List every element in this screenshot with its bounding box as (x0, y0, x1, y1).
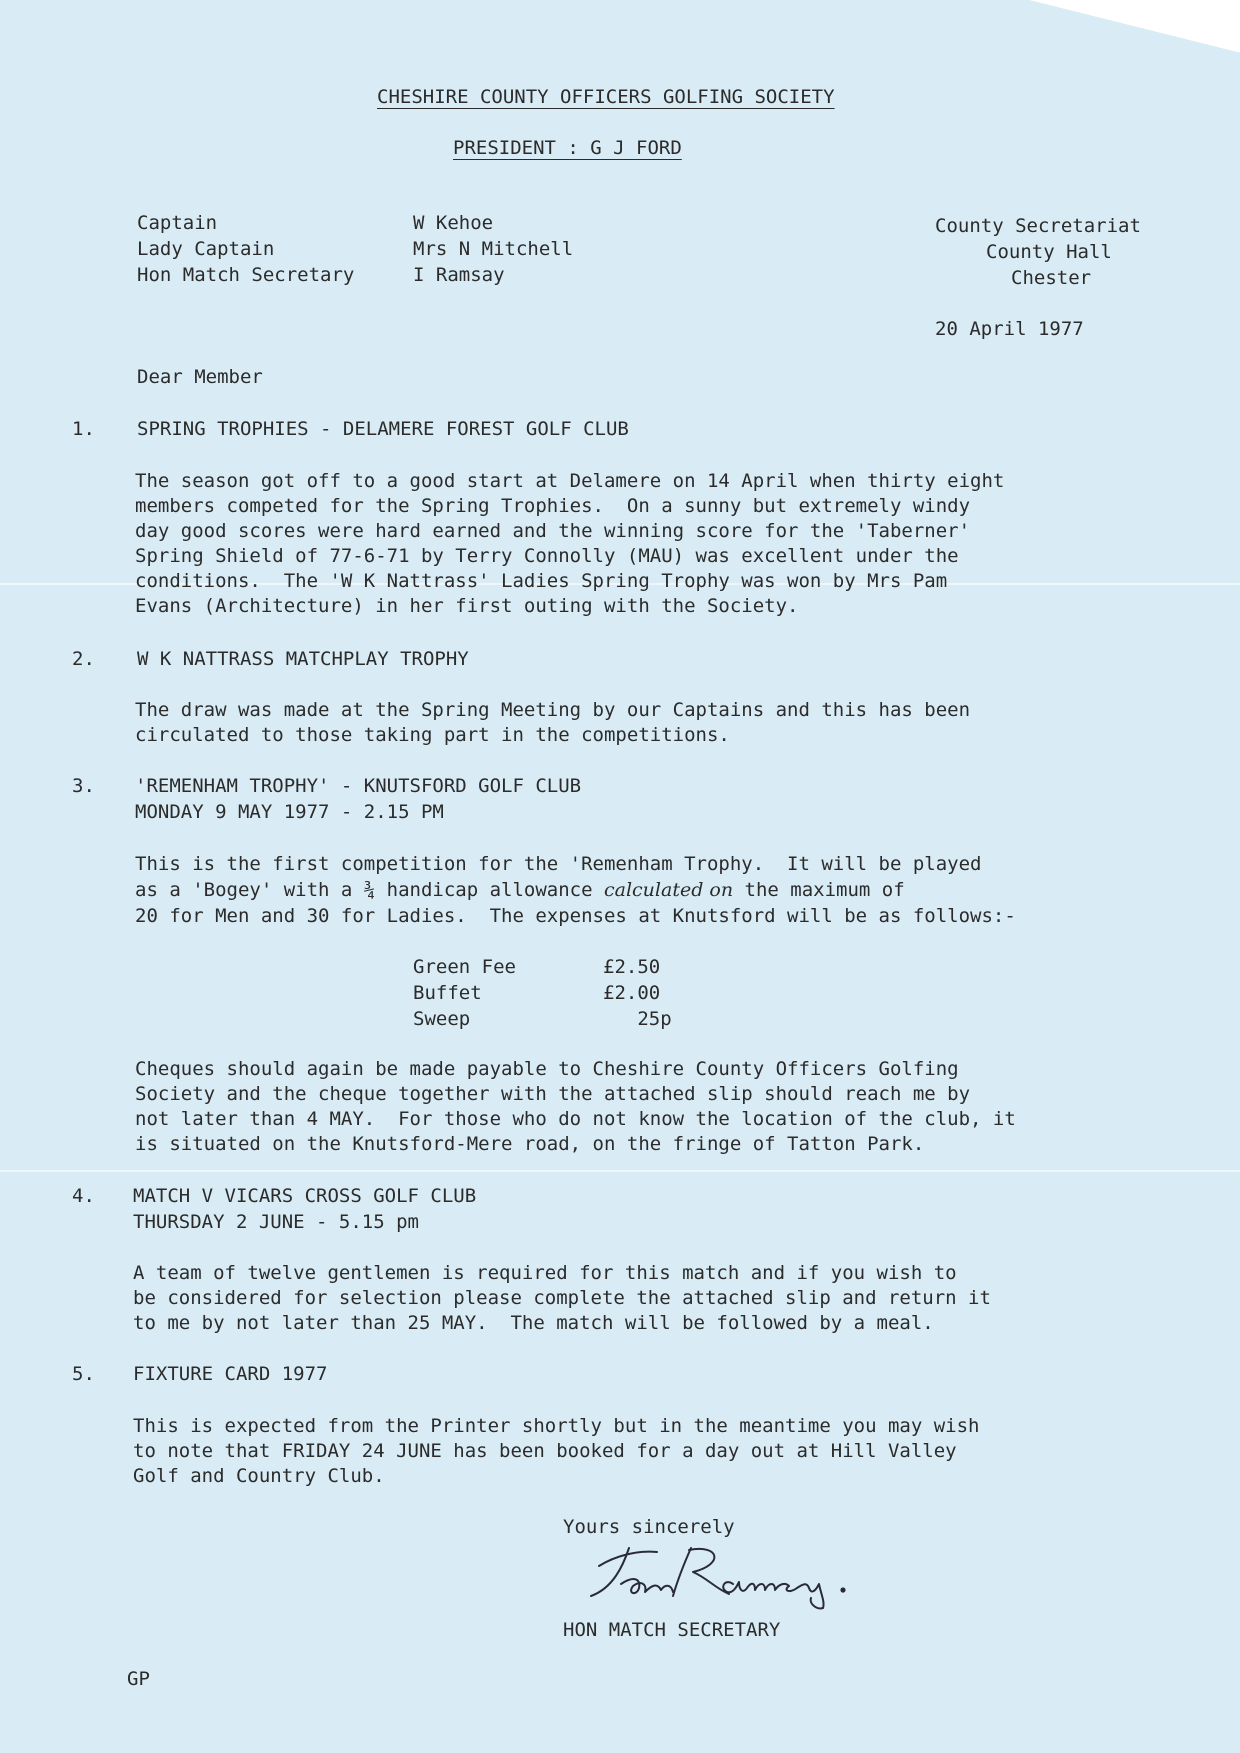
officer-role: Hon Match Secretary (137, 264, 355, 286)
section-subheading: MONDAY 9 MAY 1977 - 2.15 PM (135, 801, 444, 823)
section-number: 2. (72, 648, 95, 670)
section-number: 5. (72, 1363, 95, 1385)
section-heading: 'REMENHAM TROPHY' - KNUTSFORD GOLF CLUB (135, 775, 582, 797)
section-number: 3. (72, 775, 95, 797)
officer-role: Lady Captain (137, 238, 275, 260)
officer-role: Captain (137, 212, 218, 234)
expense-item: Sweep (413, 1008, 471, 1030)
section-number: 1. (72, 418, 95, 440)
section-body-line: This is the first competition for the 'Remenham Trophy. It will be played (135, 853, 982, 875)
section-body-line (135, 877, 905, 903)
section-number: 4. (72, 1185, 95, 1207)
body-text: the maximum of (733, 879, 905, 901)
section-body: The draw was made at the Spring Meeting by our Captains and this has been circulated to those taking part in the competitions. (135, 699, 971, 746)
section-body: This is expected from the Printer shortly but in the meantime you may wish to note that FRIDAY 24 JUNE has been booked for a day out at Hill Valley Golf and Country Club. (133, 1415, 980, 1487)
officer-name: I Ramsay (413, 264, 505, 286)
closing: Yours sincerely (563, 1516, 735, 1538)
handwritten-insert: calculated on (604, 879, 734, 901)
society-title: CHESHIRE COUNTY OFFICERS GOLFING SOCIETY (377, 86, 835, 108)
expense-cost: £2.00 (603, 982, 661, 1004)
section-heading: MATCH V VICARS CROSS GOLF CLUB (133, 1185, 477, 1207)
section-heading: FIXTURE CARD 1977 (133, 1363, 328, 1385)
letter-date: 20 April 1977 (935, 318, 1084, 340)
address-line: County Secretariat (935, 215, 1141, 237)
section-body: Cheques should again be made payable to Cheshire County Officers Golfing Society and the cheque together with the attached slip should reach me by not later than 4 MAY. For those who do not know the location of the club, it is situated on the Knutsford-Mere road, on the fringe of Tatton Park. (135, 1058, 1016, 1155)
salutation: Dear Member (137, 366, 263, 388)
body-text: as a 'Bogey' with a ¾ handicap allowance (135, 879, 604, 901)
section-body: A team of twelve gentlemen is required for this match and if you wish to be considered for selection please complete the attached slip and return it to me by not later than 25 MAY. The match will be followed by a meal. (133, 1262, 991, 1334)
signatory-title: HON MATCH SECRETARY (563, 1619, 781, 1641)
president-line: PRESIDENT : G J FORD (453, 137, 682, 159)
section-body: The season got off to a good start at Delamere on 14 April when thirty eight members competed for the Spring Trophies. On a sunny but extremely windy day good scores were hard earned and the winning score for the 'Taberner' Spring Shield of 77-6-71 by Terry Connolly (MAU) was excellent under the conditions. The 'W K Nattrass' Ladies Spring Trophy was won by Mrs Pam Evans (Architecture) in her first outing with the Society. (135, 470, 1005, 617)
address-line: County Hall (986, 241, 1112, 263)
section-heading: SPRING TROPHIES - DELAMERE FOREST GOLF CLUB (137, 418, 629, 440)
expense-item: Buffet (413, 982, 482, 1004)
section-subheading: THURSDAY 2 JUNE - 5.15 pm (133, 1211, 419, 1233)
expense-cost: £2.50 (603, 956, 661, 978)
address-line: Chester (1011, 267, 1092, 289)
section-heading: W K NATTRASS MATCHPLAY TROPHY (137, 648, 469, 670)
expense-item: Green Fee (413, 956, 516, 978)
officer-name: W Kehoe (413, 212, 494, 234)
footer-initials: GP (127, 1668, 150, 1690)
signature (585, 1538, 855, 1610)
section-body-line: 20 for Men and 30 for Ladies. The expenses at Knutsford will be as follows:- (135, 905, 1016, 927)
officer-name: Mrs N Mitchell (413, 238, 574, 260)
expense-cost: 25p (603, 1008, 672, 1030)
